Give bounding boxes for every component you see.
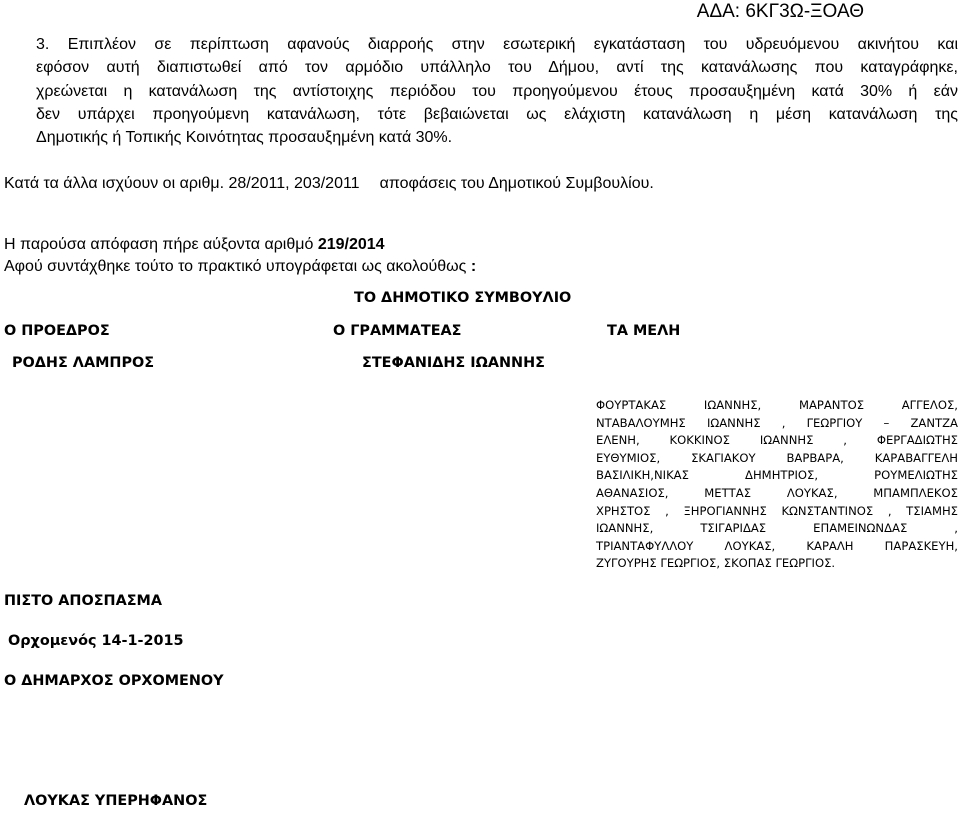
council-title: ΤΟ ΔΗΜΟΤΙΚΟ ΣΥΜΒΟΥΛΙΟ (354, 290, 572, 306)
other-decisions (4, 175, 654, 193)
other-decisions-tail: αποφάσεις του Δημοτικού Συμβουλίου. (379, 175, 654, 192)
secretary-name: ΣΤΕΦΑΝΙΔΗΣ ΙΩΑΝΝΗΣ (362, 355, 545, 371)
paragraph-line: χρεώνεται η κατανάλωση της αντίστοιχης περιόδου του προηγούμενου έτους προσαυξημένη κατά 30% ή εάν (36, 82, 958, 100)
place-date: Ορχομενός 14-1-2015 (8, 633, 184, 649)
role-members: ΤΑ ΜΕΛΗ (607, 323, 681, 339)
paragraph-line: Δημοτικής ή Τοπικής Κοινότητας προσαυξημένη κατά 30%. (36, 129, 453, 147)
member-line: ΝΤΑΒΑΛΟΥΜΗΣ ΙΩΑΝΝΗΣ , ΓΕΩΡΓΙΟΥ – ΖΑΝΤΖΑ (596, 415, 958, 430)
paragraph-line: 3. Επιπλέον σε περίπτωση αφανούς διαρροής στην εσωτερική εγκατάσταση του υδρευόμενου ακινήτου και (36, 36, 958, 53)
mayor-title: Ο ΔΗΜΑΡΧΟΣ ΟΡΧΟΜΕΝΟΥ (4, 673, 224, 689)
paragraph-line: εφόσον αυτή διαπιστωθεί από τον αρμόδιο υπάλληλο του Δήμου, αντί της κατανάλωσης που καταγράφηκε, (36, 59, 958, 77)
other-decisions-text: Κατά τα άλλα ισχύουν οι αριθμ. 28/2011, 203/2011 (4, 175, 360, 192)
member-line: ΒΑΣΙΛΙΚΗ,ΝΙΚΑΣ ΔΗΜΗΤΡΙΟΣ, ΡΟΥΜΕΛΙΩΤΗΣ (596, 468, 958, 483)
member-line: ΦΟΥΡΤΑΚΑΣ ΙΩΑΝΝΗΣ, ΜΑΡΑΝΤΟΣ ΑΓΓΕΛΟΣ, (596, 398, 958, 412)
signing-colon: : (466, 258, 477, 275)
member-line: ΤΡΙΑΝΤΑΦΥΛΛΟΥ ΛΟΥΚΑΣ, ΚΑΡΑΛΗ ΠΑΡΑΣΚΕΥΗ, (596, 538, 958, 553)
member-line: ΕΥΘΥΜΙΟΣ, ΣΚΑΓΙΑΚΟΥ ΒΑΡΒΑΡΑ, ΚΑΡΑΒΑΓΓΕΛΗ (596, 450, 958, 465)
member-line: ΕΛΕΝΗ, ΚΟΚΚΙΝΟΣ ΙΩΑΝΝΗΣ , ΦΕΡΓΑΔΙΩΤΗΣ (596, 433, 958, 448)
decision-number-prefix: Η παρούσα απόφαση πήρε αύξοντα αριθμό (4, 236, 318, 253)
paragraph-line: δεν υπάρχει προηγούμενη κατανάλωση, τότε βεβαιώνεται ως ελάχιστη κατανάλωση η μέση κατανάλωση της (36, 105, 958, 123)
member-line: ΧΡΗΣΤΟΣ , ΞΗΡΟΓΙΑΝΝΗΣ ΚΩΝΣΤΑΝΤΙΝΟΣ , ΤΣΙΑΜΗΣ (596, 503, 958, 518)
paragraph-3 (36, 33, 958, 149)
certified-copy: ΠΙΣΤΟ ΑΠΟΣΠΑΣΜΑ (4, 593, 163, 609)
role-president: Ο ΠΡΟΕΔΡΟΣ (4, 323, 110, 339)
mayor-name: ΛΟΥΚΑΣ ΥΠΕΡΗΦΑΝΟΣ (24, 793, 208, 809)
president-name: ΡΟΔΗΣ ΛΑΜΠΡΟΣ (12, 355, 155, 371)
ada-code: ΑΔΑ: 6ΚΓ3Ω-ΞΟΑΘ (696, 1, 864, 22)
role-secretary: Ο ΓΡΑΜΜΑΤΕΑΣ (333, 323, 462, 339)
decision-number-line (4, 236, 385, 254)
decision-number: 219/2014 (317, 236, 385, 253)
members-list (596, 397, 958, 573)
signing-text: Αφού συντάχθηκε τούτο το πρακτικό υπογράφεται ως ακολούθως (4, 258, 467, 275)
member-line: ΙΩΑΝΝΗΣ, ΤΣΙΓΑΡΙΔΑΣ ΕΠΑΜΕΙΝΩΝΔΑΣ , (596, 521, 958, 536)
member-line: ΑΘΑΝΑΣΙΟΣ, ΜΕΤΤΑΣ ΛΟΥΚΑΣ, ΜΠΑΜΠΛΕΚΟΣ (596, 485, 958, 500)
member-line: ΖΥΓΟΥΡΗΣ ΓΕΩΡΓΙΟΣ, ΣΚΟΠΑΣ ΓΕΩΡΓΙΟΣ. (596, 556, 836, 571)
signing-line (4, 258, 476, 276)
